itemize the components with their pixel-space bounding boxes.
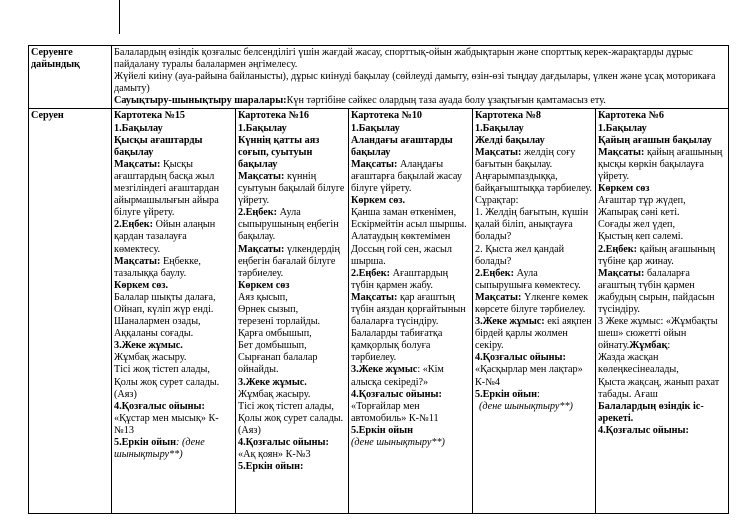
work-label: 2.Еңбек: [475, 267, 515, 279]
riddle-label: Жұмбақ [629, 340, 668, 352]
preparation-content [112, 46, 729, 109]
aim2-text: Еңбекке, тазалыққа баулу. [114, 255, 201, 279]
game-text: «Торғайлар мен автомобиль» К-№11 [351, 400, 439, 424]
row-label-preparation: Серуенге дайындық [29, 46, 112, 109]
aim2-label: Мақсаты: [598, 267, 645, 279]
riddle-answer: (Аяз) [238, 424, 261, 436]
work-label: 2.Еңбек: [351, 267, 391, 279]
poem-line: Доссың гой сен, жасыл шырша. [351, 243, 452, 267]
preparation-line-2: Жүйелі киіну (ауа-райына байланысты), дұрыс киінуді бақылау (сөйлеуді дамыту, өзін-өзі тыңдау дағдылары, үлкен және ұсақ моторикаға дамыту) [114, 71, 716, 95]
riddle-line: Жазда жасқан көлеңкесінеалады, [598, 352, 679, 376]
observation-heading: 1.Бақылау [351, 122, 400, 134]
card-title: Картотека №16 [238, 110, 310, 122]
poem-line: Ойнап, күліп жүр енді. [114, 303, 214, 315]
poem-line: Бет домбышып, [238, 340, 307, 352]
individual-work-paragraph [598, 316, 726, 352]
free-play-note: (дене шынықтыру**) [479, 400, 573, 412]
card-title: Картотека №6 [598, 110, 664, 122]
card-title: Картотека №10 [351, 110, 423, 122]
aim-paragraph [598, 147, 726, 183]
aim2-label: Мақсаты: [114, 255, 161, 267]
game-text: «Ақ қоян» К-№3 [238, 449, 311, 461]
card-title: Картотека №8 [475, 110, 541, 122]
aim-text: желдің соғу бағытын бақылау. Аңғарымпаздыққа, байқағыштыққа тәрбиелеу. [475, 146, 592, 195]
poem-line: Аққаланы соғады. [114, 328, 194, 340]
individual-work-text: : «Кім алысқа секіреді?» [351, 364, 444, 388]
poem-line: Ескірмейтін асыл шыршы. [351, 219, 467, 231]
work-label: 2.Еңбек: [114, 219, 154, 231]
poem-line: Аяз қысып, [238, 291, 288, 303]
aim-paragraph [114, 159, 233, 219]
riddle-line: Қолы жоқ сурет салады. [238, 412, 344, 424]
aim-label: Мақсаты: [475, 146, 522, 158]
aim-label: Мақсаты: [351, 158, 398, 170]
free-play-text: : (дене шынықтыру**) [114, 437, 205, 461]
aim-text: Алаңдағы ағаштарға бақылай жасау білуге үйрету. [351, 158, 462, 195]
questions-label: Сұрақтар: [475, 195, 519, 207]
aim-label: Мақсаты: [114, 158, 161, 170]
poem-line: Балалар шықты далаға, [114, 291, 216, 303]
observation-heading: 1.Бақылау [598, 122, 647, 134]
work-paragraph [238, 207, 346, 243]
aim2-paragraph [114, 256, 233, 280]
riddle-answer: (Аяз) [114, 388, 137, 400]
game-label: 4.Қозғалыс ойыны: [114, 400, 205, 412]
aim2-paragraph [351, 292, 470, 328]
walk-row [29, 109, 729, 514]
top-divider-line [119, 0, 120, 34]
free-play-label: 5.Еркін ойын [351, 424, 414, 436]
individual-work-label: 3.Жеке жұмыс [351, 364, 418, 376]
question-item: 2. Қыста жел қандай болады? [475, 243, 565, 267]
individual-work-label: 3.Жеке жұмыс. [238, 376, 307, 388]
observation-heading: 1.Бақылау [475, 122, 524, 134]
free-play-text: (дене шынықтыру**) [351, 437, 445, 448]
observation-heading: 1.Бақылау [238, 122, 287, 134]
row-label-walk: Серуен [29, 109, 112, 514]
aim2-paragraph [598, 268, 726, 316]
game-label: 4.Қозғалыс ойыны: [351, 388, 442, 400]
free-play-label: 5.Еркін ойын: [238, 461, 304, 473]
poem-line: Алатаудың көктемімен [351, 231, 451, 243]
riddle-line: Қолы жоқ сурет салады. [114, 376, 220, 388]
aim2-paragraph [238, 244, 346, 280]
poem-line: Соғады жел үдеп, [598, 219, 676, 231]
individual-work-paragraph [351, 364, 470, 388]
work-paragraph [475, 268, 593, 292]
aim-text: Қысқы ағаштардың басқа жыл мезгіліндегі ағаштардан айырмашылығын айыра білуге үйрету. [114, 158, 220, 219]
walk-day-4 [473, 109, 596, 514]
work-paragraph [114, 219, 233, 255]
aim2-label: Мақсаты: [475, 291, 522, 303]
observation-topic: Қайың ағашын бақылау [598, 134, 712, 146]
work-label: 2.Еңбек: [598, 243, 638, 255]
preparation-line-3 [114, 95, 726, 107]
free-play-label: 5.Еркін ойын [114, 437, 177, 448]
health-measures-text: Күн тәртібіне сәйкес олардың таза ауада болу ұзақтығын қамтамасыз ету. [286, 95, 606, 107]
game-text: «Құстар мен мысық» К-№13 [114, 412, 219, 436]
aim-label: Мақсаты: [238, 170, 285, 182]
aim2-paragraph [475, 292, 593, 316]
free-play-paragraph [114, 437, 233, 461]
walk-day-5 [596, 109, 729, 514]
poem-label: Көркем сөз. [114, 279, 169, 291]
individual-work-text: Жеке жұмыс: «Жұмбақты шеш» сюжетті ойын ойнату. [598, 316, 718, 352]
walk-day-2 [236, 109, 349, 514]
poem-label: Көркем сөз [238, 279, 290, 291]
observation-topic: Қысқы ағаштарды бақылау [114, 134, 203, 158]
poem-label: Көркем сөз. [351, 195, 406, 207]
observation-topic: Аландағы ағаштарды бақылау [351, 134, 453, 158]
poem-line: Өрнек сызып, [238, 303, 299, 315]
free-play-colon: : [537, 388, 540, 400]
walk-day-3 [349, 109, 473, 514]
aim-paragraph [238, 171, 346, 207]
poem-line: Қанша заман өткенімен, [351, 207, 457, 219]
individual-work-label: 3.Жеке жұмыс: [475, 316, 545, 328]
riddle-line: Тісі жоқ тістеп алады, [114, 364, 210, 376]
aim2-label: Мақсаты: [351, 291, 398, 303]
work-text: Аула сыпырушыға көмектесу. [475, 267, 581, 291]
work-text: қайың ағашының түбіне қар жинау. [598, 243, 716, 267]
individual-work-text: екі аяқпен бірдей қарлы жолмен секіру. [475, 316, 592, 352]
poem-line: Қыстың кеп сәлемі. [598, 231, 684, 243]
poem-label: Көркем сөз [598, 183, 650, 195]
riddle-line: Жұмбақ жасыру. [238, 388, 311, 400]
individual-work-number: 3 [598, 316, 604, 328]
free-play-paragraph [475, 389, 593, 401]
aim2-text: Үлкенге көмек көрсете білуге тәрбиелеу. [475, 291, 589, 315]
schedule-table [28, 45, 729, 514]
free-play-label: 5.Еркін ойын [475, 388, 538, 400]
work-text: Ағаштардың түбін қармен жабу. [351, 267, 449, 291]
preparation-line-1: Балалардың өзіндік қозғалыс белсенділігі үшін жағдай жасау, спорттық-ойын жабдықтарын және спорттық керек-жарақтарды дұрыс пайдалану туралы балалармен әңгімелесу. [114, 47, 693, 71]
aim-label: Мақсаты: [598, 146, 645, 158]
card-title: Картотека №15 [114, 110, 186, 122]
aim-paragraph [475, 147, 593, 195]
health-measures-label: Сауықтыру-шынықтыру шаралары: [114, 95, 287, 107]
aim2-text: үлкендердің еңбегін бағалай білуге тәрбиелеу. [238, 243, 340, 279]
poem-line: Жапырақ сәні кеті. [598, 207, 680, 219]
observation-heading: 1.Бақылау [114, 122, 163, 134]
walk-day-1 [112, 109, 236, 514]
game-label: 4.Қозғалыс ойыны: [238, 437, 329, 448]
riddle-colon: : [667, 340, 671, 352]
poem-line: Ағаштар тұр жүдеп, [598, 195, 686, 207]
aim2-text: балаларға ағаштың түбін қармен жабудың сырын, пайдасын түсіндіру. [598, 267, 715, 315]
aim-text: күннің суытуын бақылай білуге үйрету. [238, 170, 345, 207]
game-label: 4.Қозғалыс ойыны: [598, 424, 689, 436]
poem-line: терезені торлайды. [238, 316, 321, 328]
individual-work-label: 3.Жеке жұмыс. [114, 340, 183, 352]
observation-topic: Желді бақылау [475, 134, 545, 146]
work-text: Ойын алаңын қардан тазалауға көмектесу. [114, 219, 216, 255]
aim-text: қайың ағашының қысқы көркін бақылауға үйрету. [598, 146, 723, 182]
work-text: Аула сыпырушының еңбегін бақылау. [238, 207, 339, 243]
game-text: «Қасқырлар мен лақтар» К-№4 [475, 364, 583, 388]
poem-line: Қарға омбышып, [238, 328, 312, 340]
game-label: 4.Қозғалыс ойыны: [475, 352, 566, 364]
riddle-line: Қыста жақсаң, жанып рахат табады. Ағаш [598, 376, 720, 400]
riddle-line: Тісі жоқ тістеп алады, [238, 400, 334, 412]
work-label: 2.Еңбек: [238, 207, 278, 219]
riddle-line: Жұмбақ жасыру. [114, 352, 187, 364]
poem-line: Шаналармен озады, [114, 316, 201, 328]
aim2-label: Мақсаты: [238, 243, 285, 255]
aim2-text: қар ағаштың түбін аяздан қорғайтынын балаларға түсіндіру. [351, 291, 466, 328]
walk-preparation-row [29, 46, 729, 109]
poem-line: Сырғанап балалар ойнайды. [238, 352, 318, 376]
aim-paragraph [351, 159, 470, 195]
observation-topic: Күннің қатты аяз соғып, суытуын бақылау [238, 134, 320, 170]
education-text: Балаларды табиғатқа қамқорлық болуға тәрбиелеу. [351, 328, 443, 364]
question-item: 1. Желдің бағытын, күшін қалай біліп, анықтауға болады? [475, 207, 589, 243]
individual-work-paragraph [475, 316, 593, 352]
own-activity-label: Балалардың өзіндік іс-әрекеті. [598, 400, 704, 424]
work-paragraph [598, 244, 726, 268]
work-paragraph [351, 268, 470, 292]
